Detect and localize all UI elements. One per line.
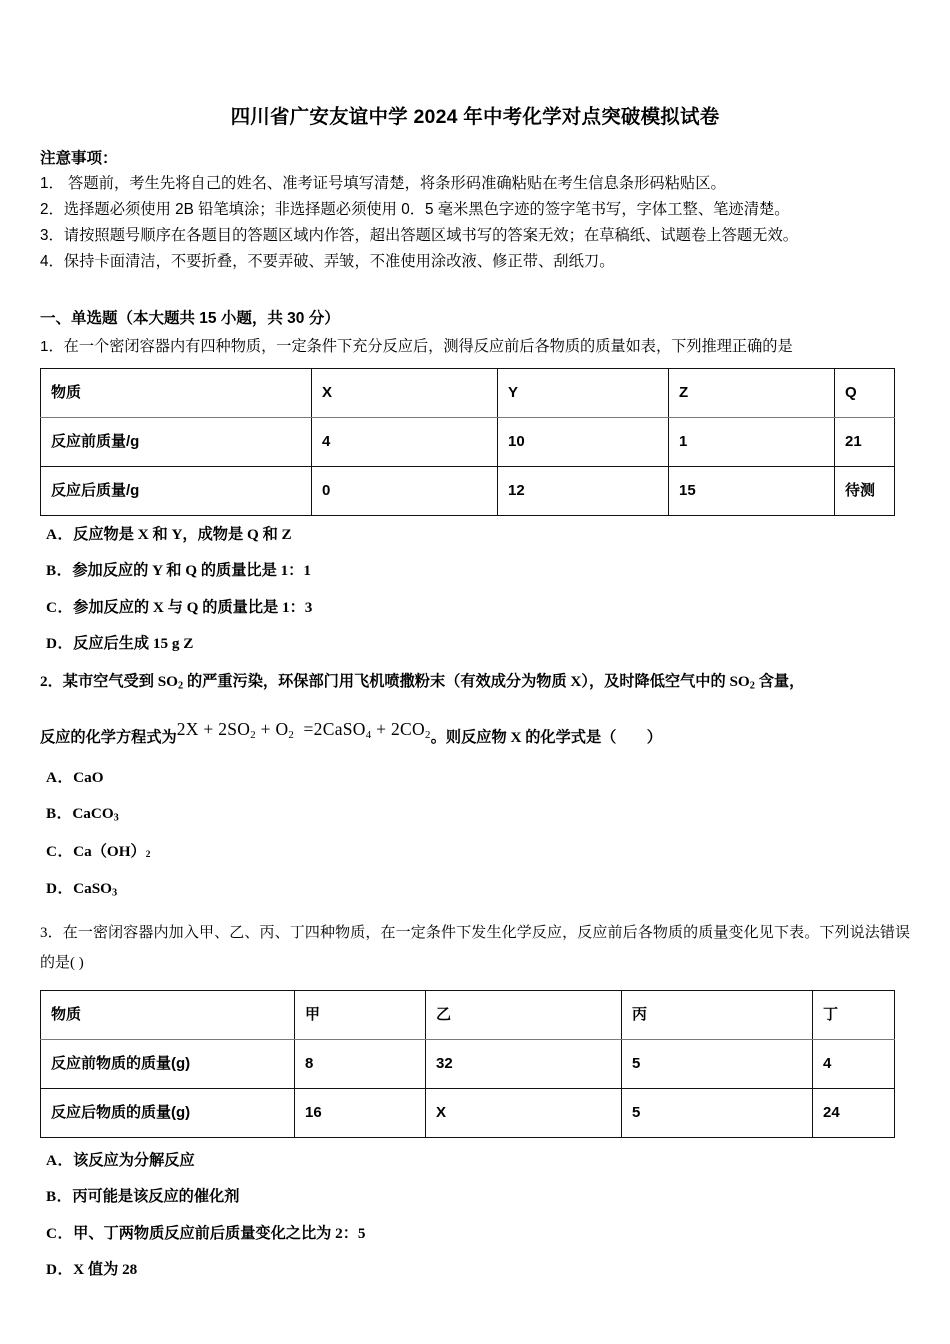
table-cell: 4 xyxy=(312,418,498,467)
table-header-cell: X xyxy=(312,369,498,418)
so2-subscript-2: 2 xyxy=(749,681,755,692)
equation-suffix: 。则反应物 X 的化学式是（ ） xyxy=(430,728,662,746)
so2-subscript: 2 xyxy=(177,681,184,692)
table-row xyxy=(41,418,895,467)
option-a-body: 反应物是 X 和 Y，成物是 Q 和 Z xyxy=(73,525,292,543)
table-row xyxy=(41,1089,895,1138)
option-b-body: CaCO$_3$ xyxy=(72,805,119,824)
table-cell: 21 xyxy=(835,418,895,467)
question-2-options xyxy=(40,759,910,907)
table-header-cell: 物质 xyxy=(41,991,295,1040)
table-row xyxy=(41,991,895,1040)
notice-item-4: 4．保持卡面清洁，不要折叠，不要弄破、弄皱，不准使用涂改液、修正带、刮纸刀。 xyxy=(40,253,615,271)
option-a[interactable] xyxy=(40,1142,910,1179)
notice-item-1: 1． 答题前，考生先将自己的姓名、准考证号填写清楚，将条形码准确粘贴在考生信息条形码粘贴区。 xyxy=(40,174,726,192)
table-row-label: 反应后质量/g xyxy=(41,467,312,516)
option-b[interactable] xyxy=(40,553,910,590)
option-c-body: Ca（OH）2 xyxy=(73,843,151,861)
table-cell: 15 xyxy=(669,467,835,516)
option-b-body: 参加反应的 Y 和 Q 的质量比是 1：1 xyxy=(72,562,311,580)
option-a-text: A． xyxy=(46,525,74,543)
table-cell: 24 xyxy=(813,1089,895,1138)
table-header-cell: 丁 xyxy=(813,991,895,1040)
table-cell: 16 xyxy=(295,1089,426,1138)
question-1-stem: 1．在一个密闭容器内有四种物质，一定条件下充分反应后，测得反应前后各物质的质量如表，下列推理正确的是 xyxy=(40,337,793,355)
option-d-label: D． xyxy=(46,879,74,897)
table-cell: 5 xyxy=(622,1040,813,1089)
option-a-label: A． xyxy=(46,768,74,786)
table-row-label: 反应后物质的质量(g) xyxy=(41,1089,295,1138)
question-3-options xyxy=(40,1142,910,1288)
option-d[interactable] xyxy=(40,1252,910,1289)
question-2-stem-part1: 2．某市空气受到 SO xyxy=(40,673,178,691)
option-c-body: 参加反应的 X 与 Q 的质量比是 1：3 xyxy=(73,598,313,616)
option-b-label: B． xyxy=(46,1188,73,1206)
table-header-cell: Y xyxy=(498,369,669,418)
table-row xyxy=(41,369,895,418)
section-heading: 一、单选题（本大题共 15 小题，共 30 分） xyxy=(40,309,340,327)
option-c[interactable] xyxy=(40,1215,910,1252)
table-row xyxy=(41,1040,895,1089)
option-a-body: 该反应为分解反应 xyxy=(73,1151,195,1169)
question-1-options xyxy=(40,516,910,662)
option-d-body: 反应后生成 15 g Z xyxy=(73,635,194,653)
notice-item-2: 2．选择题必须使用 2B 铅笔填涂；非选择题必须使用 0．5 毫米黑色字迹的签字笔书写，字体工整、笔迹清楚。 xyxy=(40,200,790,218)
table-row-label: 反应前质量/g xyxy=(41,418,312,467)
option-b-label: B． xyxy=(46,805,73,823)
question-2-stem xyxy=(40,670,910,695)
table-cell: 0 xyxy=(312,467,498,516)
chemical-equation: $2X + 2SO_2 + O_2$ =2CaSO$_4$ + $2CO_2$ xyxy=(176,718,431,741)
table-cell: 12 xyxy=(498,467,669,516)
table-cell: 10 xyxy=(498,418,669,467)
option-c-text: C． xyxy=(46,598,74,616)
table-header-cell: Q xyxy=(835,369,895,418)
option-c-label: C． xyxy=(46,843,74,861)
option-b[interactable] xyxy=(40,796,910,834)
option-a[interactable] xyxy=(40,759,910,796)
option-d[interactable] xyxy=(40,626,910,663)
option-c-body: 甲、丁两物质反应前后质量变化之比为 2：5 xyxy=(73,1224,366,1242)
notice-item-3: 3．请按照题号顺序在各题目的答题区域内作答，超出答题区域书写的答案无效；在草稿纸、试题卷上答题无效。 xyxy=(40,227,799,245)
option-d-label: D． xyxy=(46,1261,74,1279)
table-cell: 1 xyxy=(669,418,835,467)
equation-spacer xyxy=(40,696,910,714)
option-a[interactable] xyxy=(40,516,910,553)
option-d-body: X 值为 28 xyxy=(73,1261,138,1279)
table-cell: 32 xyxy=(426,1040,622,1089)
table-row-label: 反应前物质的质量(g) xyxy=(41,1040,295,1089)
table-header-cell: 物质 xyxy=(41,369,312,418)
option-b[interactable] xyxy=(40,1179,910,1216)
table-cell: X xyxy=(426,1089,622,1138)
table-header-cell: Z xyxy=(669,369,835,418)
question-2-stem-cont: 的严重污染，环保部门用飞机喷撒粉末（有效成分为物质 X），及时降低空气中的 SO xyxy=(183,673,750,691)
table-row xyxy=(41,467,895,516)
option-d-text: D． xyxy=(46,635,74,653)
table-cell: 4 xyxy=(813,1040,895,1089)
question-2-equation-line xyxy=(40,718,910,754)
page-title: 四川省广安友谊中学 2024 年中考化学对点突破模拟试卷 xyxy=(230,106,720,128)
question-3-stem: 3．在一密闭容器内加入甲、乙、丙、丁四种物质，在一定条件下发生化学反应，反应前后各物质的质量变化见下表。下列说法错误的是( ) xyxy=(40,924,910,972)
option-c[interactable] xyxy=(40,589,910,626)
option-c-label: C． xyxy=(46,1224,74,1242)
option-c[interactable] xyxy=(40,834,910,871)
table-cell: 待测 xyxy=(835,467,895,516)
option-a-body: CaO xyxy=(73,768,104,786)
table-header-cell: 丙 xyxy=(622,991,813,1040)
option-b-text: B． xyxy=(46,562,73,580)
equation-prefix: 反应的化学方程式为 xyxy=(40,728,177,746)
table-header-cell: 乙 xyxy=(426,991,622,1040)
option-b-body: 丙可能是该反应的催化剂 xyxy=(72,1188,240,1206)
option-a-label: A． xyxy=(46,1151,74,1169)
notice-list xyxy=(40,171,910,276)
notice-heading: 注意事项： xyxy=(40,150,118,168)
question-1-table xyxy=(40,368,895,516)
question-3-table xyxy=(40,990,895,1138)
option-d[interactable] xyxy=(40,870,910,908)
question-2-stem-end: 含量， xyxy=(754,673,805,691)
table-cell: 5 xyxy=(622,1089,813,1138)
option-d-body: CaSO$_3$ xyxy=(73,879,118,899)
table-header-cell: 甲 xyxy=(295,991,426,1040)
table-cell: 8 xyxy=(295,1040,426,1089)
